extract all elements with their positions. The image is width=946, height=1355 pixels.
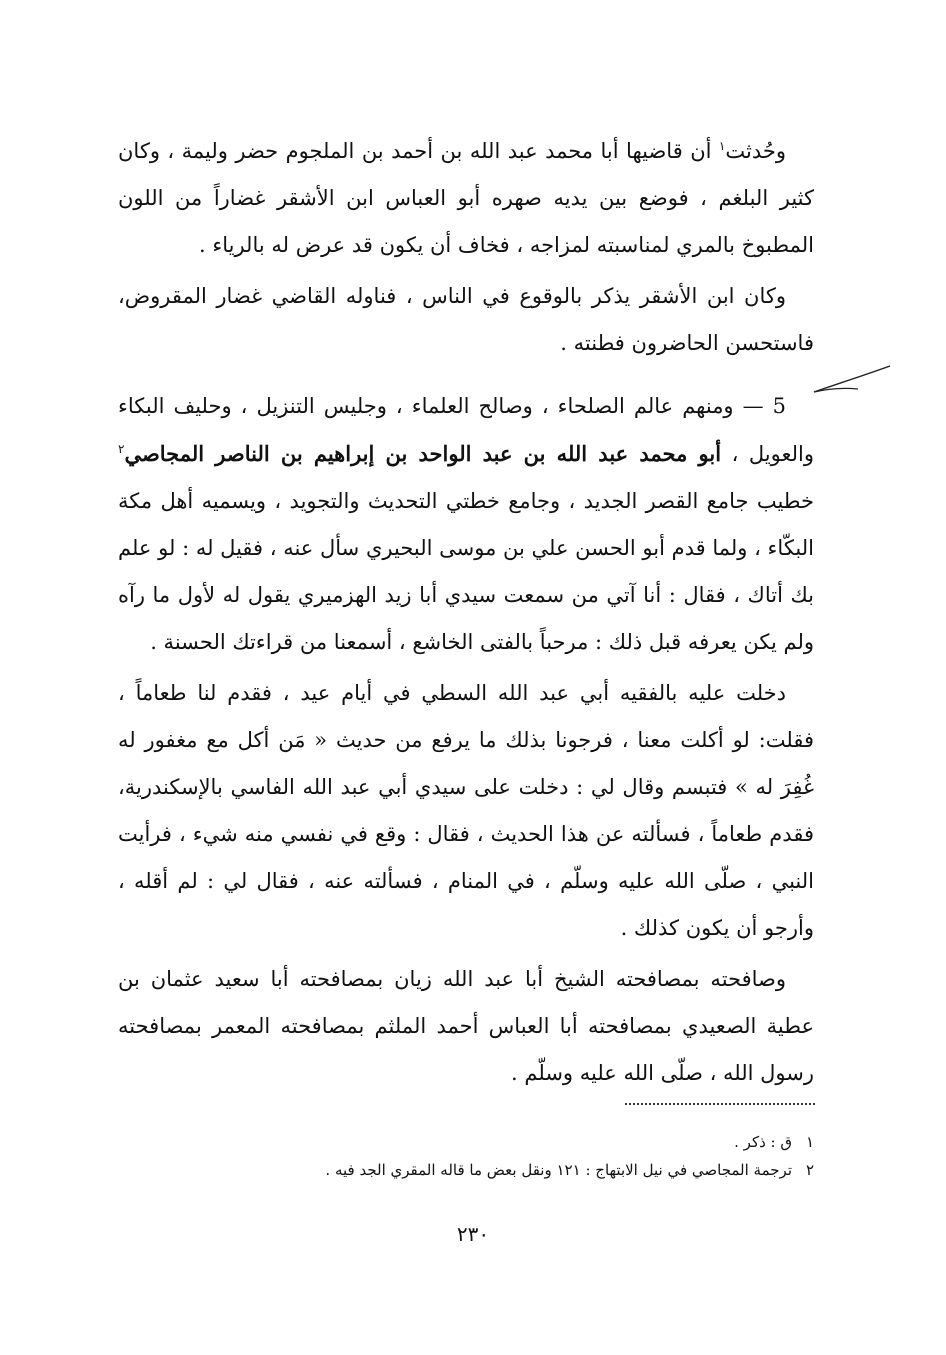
paragraph-5: وصافحته بمصافحته الشيخ أبا عبد الله زيان بمصافحته أبا سعيد عثمان بن عطية الصعيدي بمصافحته أبا العباس أحمد الملثم بمصافحته المعمر بمصافحته رسول الله ، صلّى الله عليه وسلّم . xyxy=(118,967,814,1085)
paragraph-3-intro: 5 — ومنهم عالم الصلحاء ، وصالح العلماء ، وجليس التنزيل ، وحليف البكاء والعويل ، xyxy=(118,394,815,466)
paragraph-1 xyxy=(118,128,814,269)
paragraph-2: وكان ابن الأشقر يذكر بالوقوع في الناس ، فناوله القاضي غضار المقروض، فاستحسن الحاضرون فطنته . xyxy=(118,284,814,355)
footnote-divider xyxy=(625,1103,815,1105)
footnote-ref-1[interactable]: ١ xyxy=(718,139,726,153)
main-text xyxy=(118,128,814,1097)
page-number: ٢٣٠ xyxy=(456,1222,490,1246)
footnote-1-text: ق : ذكر . xyxy=(734,1133,792,1151)
paragraph-3 xyxy=(118,383,814,666)
paragraph-3-rest: خطيب جامع القصر الجديد ، وجامع خطتي التحديث والتجويد ، ويسميه أهل مكة البكّاء ، ولما قدم أبو الحسن علي بن موسى البحيري سأل عنه ، فقيل له : لو علم بك أتاك ، فقال : أنا آتي من سمعت سيدي أبا زيد الهزميري يقول له لأول ما رآه ولم يكن يعرفه قبل ذلك : مرحباً بالفتى الخاشع ، أسمعنا من قراءتك الحسنة . xyxy=(118,489,814,654)
footnotes xyxy=(118,1128,814,1184)
footnote-1-number: ١ xyxy=(805,1133,814,1151)
margin-pen-mark xyxy=(812,364,892,398)
paragraph-1-rest: أن قاضيها أبا محمد عبد الله بن أحمد بن الملجوم حضر وليمة ، وكان كثير البلغم ، فوضع بين يديه صهره أبو العباس ابن الأشقر غضاراً من اللون المطبوخ بالمري لمناسبته لمزاجه ، فخاف أن يكون قد عرض له بالرياء . xyxy=(118,139,814,257)
paragraph-4: دخلت عليه بالفقيه أبي عبد الله السطي في أيام عيد ، فقدم لنا طعاماً ، فقلت: لو أكلت معنا ، فرجونا بذلك ما يرفع من حديث « مَن أكل مع مغفور له غُفِرَ له » فتبسم وقال لي : دخلت على سيدي أبي عبد الله الفاسي بالإسكندرية، فقدم طعاماً ، فسألته عن هذا الحديث ، فقال : وقع في نفسي منه شيء ، فرأيت النبي ، صلّى الله عليه وسلّم ، في المنام ، فسألته عنه ، فقال لي : لم أقله ، وأرجو أن يكون كذلك . xyxy=(118,681,814,940)
footnote-2 xyxy=(118,1156,814,1184)
footnote-2-number: ٢ xyxy=(805,1161,814,1179)
footnote-2-text: ترجمة المجاصي في نيل الابتهاج : ١٢١ ونقل بعض ما قاله المقري الجد فيه . xyxy=(325,1161,792,1179)
footnote-ref-2[interactable]: ٢ xyxy=(118,442,125,456)
paragraph-1-start: وحُدثت xyxy=(725,139,786,163)
scholar-name: أبو محمد عبد الله بن عبد الواحد بن إبراهيم بن الناصر المجاصي xyxy=(124,441,722,466)
footnote-1 xyxy=(118,1128,814,1156)
